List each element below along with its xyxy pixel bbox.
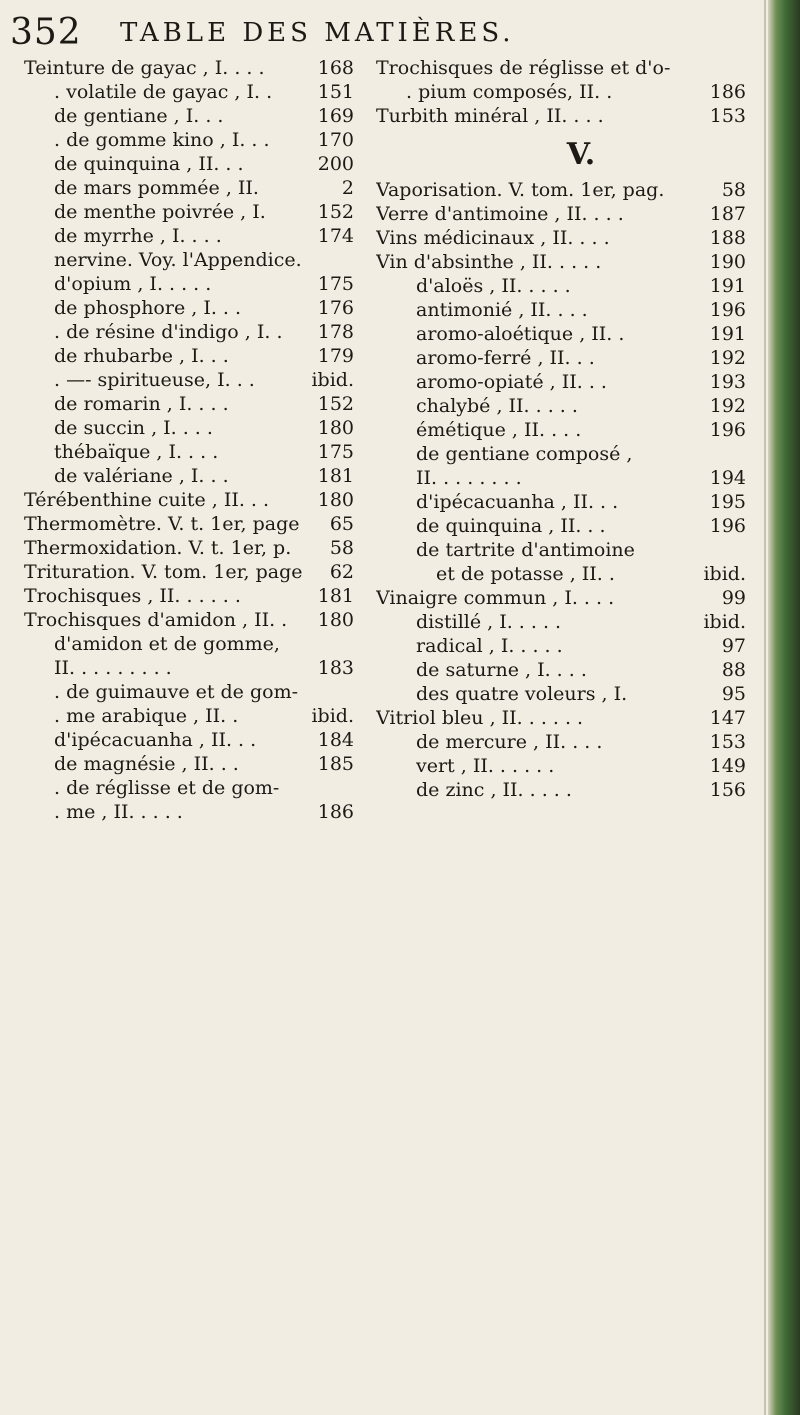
entry-page: [742, 442, 746, 466]
index-entry: [376, 730, 746, 754]
index-entry: [24, 728, 354, 752]
entry-page: 97: [721, 635, 746, 657]
entry-text: aromo-aloétique , II. .: [416, 323, 625, 345]
index-entry: [24, 704, 354, 728]
entry-page: 190: [709, 251, 746, 273]
entry-page: 168: [317, 57, 354, 79]
index-entry: [376, 322, 746, 346]
index-entry: [24, 320, 354, 344]
entry-page: 151: [317, 81, 354, 103]
index-entry: [376, 202, 746, 226]
entry-page: 62: [329, 561, 354, 583]
entry-text: d'ipécacuanha , II. . .: [416, 491, 619, 513]
entry-page: 178: [317, 321, 354, 343]
index-entry: [24, 752, 354, 776]
entry-page: 188: [709, 227, 746, 249]
entry-page: 169: [317, 105, 354, 127]
index-entry: [24, 512, 354, 536]
entry-page: 181: [317, 585, 354, 607]
entry-page: 192: [709, 395, 746, 417]
index-entry: [376, 56, 746, 80]
index-entry: [24, 176, 354, 200]
entry-page: 187: [709, 203, 746, 225]
entry-text: radical , I. . . . .: [416, 635, 563, 657]
entry-page: 170: [317, 129, 354, 151]
entry-page: 200: [317, 153, 354, 175]
entry-text: . —- spiritueuse, I. . .: [54, 369, 255, 391]
entry-page: 153: [709, 105, 746, 127]
entry-text: . de réglisse et de gom-: [54, 777, 280, 799]
entry-text: de gentiane composé ,: [416, 443, 633, 465]
entry-page: 183: [317, 657, 354, 679]
index-entry: [376, 538, 746, 562]
entry-page: 186: [709, 81, 746, 103]
entry-text: d'amidon et de gomme,: [54, 633, 280, 655]
entry-text: émétique , II. . . .: [416, 419, 582, 441]
index-entry: [376, 274, 746, 298]
entry-text: de tartrite d'antimoine: [416, 539, 635, 561]
index-entry: [376, 514, 746, 538]
page-number: 352: [10, 12, 82, 53]
entry-page: ibid.: [703, 563, 746, 585]
index-entry: [376, 346, 746, 370]
entry-page: 194: [709, 467, 746, 489]
running-title: TABLE DES MATIÈRES.: [120, 18, 515, 48]
index-entry: [24, 200, 354, 224]
entry-text: Turbith minéral , II. . . .: [376, 105, 604, 127]
entry-text: Vinaigre commun , I. . . .: [376, 587, 615, 609]
index-entry: [376, 80, 746, 104]
entry-page: 2: [341, 177, 354, 199]
index-entry: [24, 608, 354, 632]
index-entry: [376, 104, 746, 128]
entry-page: ibid.: [703, 611, 746, 633]
entry-page: 193: [709, 371, 746, 393]
entry-page: 180: [317, 489, 354, 511]
index-entry: [24, 272, 354, 296]
index-entry: [376, 562, 746, 586]
book-edge: [768, 0, 800, 1415]
entry-text: de magnésie , II. . .: [54, 753, 239, 775]
entry-page: 147: [709, 707, 746, 729]
index-entry: [24, 440, 354, 464]
entry-text: Thermoxidation. V. t. 1er, p.: [24, 537, 292, 559]
entry-page: 180: [317, 609, 354, 631]
entry-page: 174: [317, 225, 354, 247]
entry-text: . de gomme kino , I. . .: [54, 129, 270, 151]
entry-page: [350, 776, 354, 800]
entry-page: ibid.: [311, 705, 354, 727]
entry-page: 196: [709, 515, 746, 537]
index-entry: [376, 682, 746, 706]
index-entry: [24, 800, 354, 824]
index-entry: [24, 296, 354, 320]
index-entry: [24, 80, 354, 104]
entry-page: 184: [317, 729, 354, 751]
entry-page: 180: [317, 417, 354, 439]
index-entry: [376, 466, 746, 490]
entry-text: Vaporisation. V. tom. 1er, pag.: [376, 179, 665, 201]
entry-text: . me arabique , II. .: [54, 705, 239, 727]
page-header: [0, 0, 770, 60]
entry-text: . de résine d'indigo , I. .: [54, 321, 283, 343]
entry-text: de mars pommée , II.: [54, 177, 259, 199]
entry-page: ibid.: [311, 369, 354, 391]
entry-page: 149: [709, 755, 746, 777]
entry-text: des quatre voleurs , I.: [416, 683, 628, 705]
entry-page: 185: [317, 753, 354, 775]
entry-text: de quinquina , II. . .: [416, 515, 606, 537]
index-entry: [24, 632, 354, 656]
index-entry: [376, 418, 746, 442]
entry-page: 88: [721, 659, 746, 681]
index-entry: [376, 250, 746, 274]
entry-page: [742, 538, 746, 562]
entry-text: thébaïque , I. . . .: [54, 441, 219, 463]
entry-page: 196: [709, 419, 746, 441]
entry-text: aromo-ferré , II. . .: [416, 347, 595, 369]
index-entry: [24, 536, 354, 560]
entry-page: [350, 632, 354, 656]
entry-text: Trituration. V. tom. 1er, page: [24, 561, 303, 583]
entry-page: 191: [709, 275, 746, 297]
entry-page: [350, 248, 354, 272]
entry-text: d'aloës , II. . . . .: [416, 275, 571, 297]
entry-page: [742, 56, 746, 80]
index-entry: [376, 754, 746, 778]
index-entry: [24, 224, 354, 248]
index-entry: [24, 104, 354, 128]
entry-text: d'ipécacuanha , II. . .: [54, 729, 257, 751]
index-entry: [376, 610, 746, 634]
entry-page: 181: [317, 465, 354, 487]
entry-text: . pium composés, II. .: [406, 81, 613, 103]
index-entry: [24, 680, 354, 704]
entry-text: de mercure , II. . . .: [416, 731, 603, 753]
entry-text: de myrrhe , I. . . .: [54, 225, 222, 247]
entry-text: antimonié , II. . . .: [416, 299, 588, 321]
index-entry: [24, 248, 354, 272]
index-entry: [24, 392, 354, 416]
index-entry: [376, 634, 746, 658]
page-edge-shadow: [764, 0, 766, 1415]
entry-page: 58: [721, 179, 746, 201]
entry-text: aromo-opiaté , II. . .: [416, 371, 607, 393]
entry-page: 95: [721, 683, 746, 705]
entry-text: II. . . . . . . .: [416, 467, 522, 489]
entry-page: 191: [709, 323, 746, 345]
index-entry: [24, 152, 354, 176]
entry-text: Verre d'antimoine , II. . . .: [376, 203, 624, 225]
entry-text: de gentiane , I. . .: [54, 105, 224, 127]
entry-text: Vins médicinaux , II. . . .: [376, 227, 610, 249]
index-entry: [376, 178, 746, 202]
entry-text: distillé , I. . . . .: [416, 611, 562, 633]
index-entry: [24, 56, 354, 80]
section-letter: V.: [566, 137, 596, 172]
entry-text: Trochisques d'amidon , II. .: [24, 609, 288, 631]
entry-page: 65: [329, 513, 354, 535]
entry-text: et de potasse , II. .: [436, 563, 615, 585]
index-entry: [24, 344, 354, 368]
entry-text: d'opium , I. . . . .: [54, 273, 212, 295]
entry-page: 58: [329, 537, 354, 559]
entry-page: 175: [317, 441, 354, 463]
index-column-right: [376, 56, 746, 802]
entry-text: de quinquina , II. . .: [54, 153, 244, 175]
entry-text: Thermomètre. V. t. 1er, page: [24, 513, 300, 535]
index-column-left: [24, 56, 354, 824]
index-entry: [24, 368, 354, 392]
entry-text: de succin , I. . . .: [54, 417, 213, 439]
entry-text: . de guimauve et de gom-: [54, 681, 299, 703]
entry-text: Trochisques , II. . . . . .: [24, 585, 241, 607]
entry-page: 176: [317, 297, 354, 319]
index-entry: [376, 586, 746, 610]
entry-page: 152: [317, 393, 354, 415]
index-entry: [376, 490, 746, 514]
index-entry: [24, 584, 354, 608]
entry-text: de saturne , I. . . .: [416, 659, 587, 681]
entry-text: . me , II. . . . .: [54, 801, 183, 823]
entry-page: 192: [709, 347, 746, 369]
entry-text: Vitriol bleu , II. . . . . .: [376, 707, 584, 729]
index-entry: [376, 706, 746, 730]
entry-page: 175: [317, 273, 354, 295]
index-entry: [24, 656, 354, 680]
entry-text: chalybé , II. . . . .: [416, 395, 578, 417]
entry-page: [350, 680, 354, 704]
index-entry: [376, 370, 746, 394]
entry-text: de valériane , I. . .: [54, 465, 229, 487]
index-entry: [376, 226, 746, 250]
entry-text: de menthe poivrée , I.: [54, 201, 266, 223]
entry-page: 179: [317, 345, 354, 367]
entry-page: 195: [709, 491, 746, 513]
entry-text: de rhubarbe , I. . .: [54, 345, 229, 367]
entry-text: Térébenthine cuite , II. . .: [24, 489, 270, 511]
index-entry: [24, 464, 354, 488]
index-entry: [376, 394, 746, 418]
entry-text: II. . . . . . . . .: [54, 657, 172, 679]
entry-page: 99: [721, 587, 746, 609]
entry-text: Teinture de gayac , I. . . .: [24, 57, 265, 79]
entry-text: vert , II. . . . . .: [416, 755, 555, 777]
entry-page: 156: [709, 779, 746, 801]
entry-page: 196: [709, 299, 746, 321]
entry-text: nervine. Voy. l'Appendice.: [54, 249, 302, 271]
index-entry: [376, 298, 746, 322]
index-entry: [376, 658, 746, 682]
entry-text: Vin d'absinthe , II. . . . .: [376, 251, 602, 273]
entry-text: de romarin , I. . . .: [54, 393, 229, 415]
entry-text: de phosphore , I. . .: [54, 297, 242, 319]
entry-page: 152: [317, 201, 354, 223]
entry-page: 153: [709, 731, 746, 753]
index-entry: [24, 488, 354, 512]
entry-text: Trochisques de réglisse et d'o-: [376, 57, 671, 79]
index-entry: [24, 416, 354, 440]
index-entry: [376, 442, 746, 466]
index-entry: [24, 776, 354, 800]
index-entry: [24, 560, 354, 584]
entry-page: 186: [317, 801, 354, 823]
index-entry: [24, 128, 354, 152]
index-entry: [376, 778, 746, 802]
entry-text: de zinc , II. . . . .: [416, 779, 572, 801]
entry-text: . volatile de gayac , I. .: [54, 81, 273, 103]
